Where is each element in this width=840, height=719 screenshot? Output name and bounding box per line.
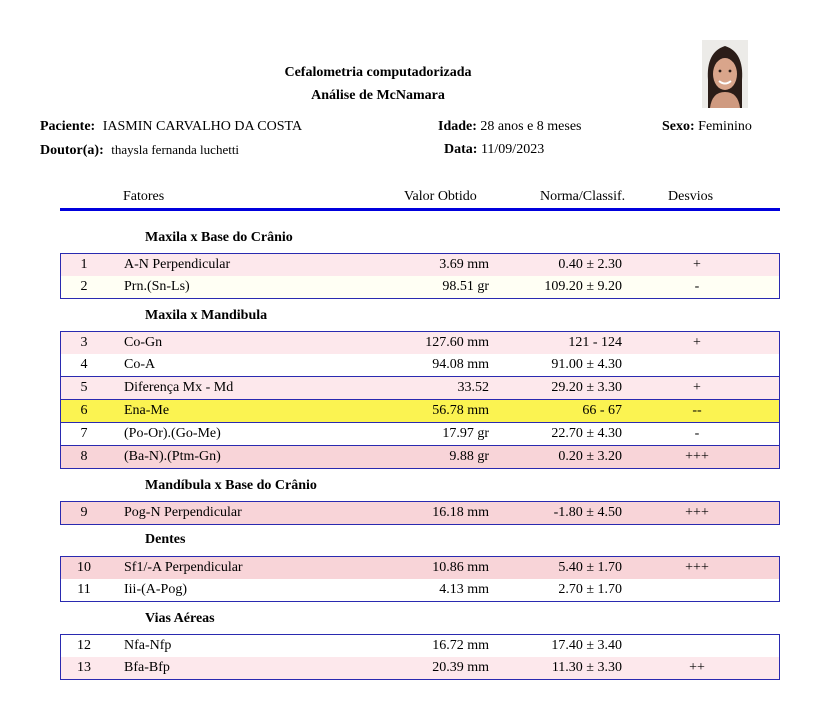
table-row — [60, 556, 780, 580]
col-valor-obtido: Valor Obtido — [404, 189, 477, 204]
row-factor: Diferença Mx - Md — [124, 380, 234, 395]
row-norm: 17.40 ± 3.40 — [551, 638, 622, 653]
row-deviation: +++ — [685, 560, 709, 575]
table-row — [60, 634, 780, 658]
section-heading: Mandíbula x Base do Crânio — [145, 478, 317, 493]
row-value: 10.86 mm — [432, 560, 489, 575]
row-number: 9 — [80, 505, 88, 520]
header-divider — [60, 208, 780, 211]
row-value: 56.78 mm — [432, 403, 489, 418]
patient-name: IASMIN CARVALHO DA COSTA — [102, 119, 303, 134]
row-norm: 5.40 ± 1.70 — [558, 560, 622, 575]
age-value: 28 anos e 8 meses — [480, 119, 582, 134]
row-norm: 109.20 ± 9.20 — [544, 279, 622, 294]
date-value: 11/09/2023 — [480, 142, 545, 157]
row-number: 12 — [77, 638, 91, 653]
row-factor: A-N Perpendicular — [124, 257, 231, 272]
row-factor: Pog-N Perpendicular — [124, 505, 242, 520]
row-number: 8 — [80, 449, 88, 464]
row-deviation: +++ — [685, 449, 709, 464]
patient-photo — [702, 40, 748, 108]
row-factor: Iii-(A-Pog) — [124, 582, 187, 597]
sex-value: Feminino — [698, 119, 752, 134]
table-row — [60, 377, 780, 400]
row-norm: -1.80 ± 4.50 — [553, 505, 622, 520]
table-row — [60, 423, 780, 446]
row-factor: (Ba-N).(Ptm-Gn) — [124, 449, 221, 464]
row-norm: 2.70 ± 1.70 — [558, 582, 622, 597]
row-norm: 91.00 ± 4.30 — [551, 357, 622, 372]
table-row — [60, 400, 780, 423]
row-value: 94.08 mm — [432, 357, 489, 372]
row-number: 3 — [80, 335, 88, 350]
row-number: 6 — [80, 403, 88, 418]
portrait-image — [702, 40, 748, 108]
row-factor: (Po-Or).(Go-Me) — [124, 426, 221, 441]
sex-label: Sexo: — [662, 119, 695, 134]
doctor-field — [40, 142, 239, 159]
row-deviation: -- — [692, 403, 702, 418]
row-norm: 11.30 ± 3.30 — [551, 660, 622, 675]
row-factor: Prn.(Sn-Ls) — [124, 279, 190, 294]
table-row — [60, 579, 780, 602]
row-norm: 66 - 67 — [582, 403, 622, 418]
row-deviation: + — [693, 335, 701, 350]
row-factor: Co-Gn — [124, 335, 163, 350]
doctor-name: thaysla fernanda luchetti — [111, 142, 240, 157]
doctor-label: Doutor(a): — [40, 143, 104, 158]
col-fatores: Fatores — [123, 189, 165, 204]
row-factor: Co-A — [124, 357, 156, 372]
table-row — [60, 331, 780, 355]
row-value: 33.52 — [457, 380, 489, 395]
table-row — [60, 501, 780, 525]
row-number: 11 — [77, 582, 91, 597]
row-norm: 121 - 124 — [568, 335, 622, 350]
row-number: 5 — [80, 380, 88, 395]
row-number: 10 — [77, 560, 91, 575]
row-value: 98.51 gr — [442, 279, 489, 294]
row-deviation: - — [694, 426, 700, 441]
row-value: 17.97 gr — [442, 426, 489, 441]
age-field — [438, 119, 582, 135]
date-field — [444, 142, 544, 158]
table-row — [60, 354, 780, 377]
row-value: 127.60 mm — [425, 335, 489, 350]
section-heading: Maxila x Base do Crânio — [145, 230, 293, 245]
row-number: 2 — [80, 279, 88, 294]
row-number: 13 — [77, 660, 91, 675]
row-value: 16.18 mm — [432, 505, 489, 520]
table-row — [60, 657, 780, 680]
row-factor: Nfa-Nfp — [124, 638, 172, 653]
row-factor: Bfa-Bfp — [124, 660, 170, 675]
row-value: 4.13 mm — [439, 582, 489, 597]
row-deviation: ++ — [689, 660, 705, 675]
section-heading: Dentes — [145, 532, 186, 547]
section-heading: Vias Aéreas — [145, 611, 215, 626]
age-label: Idade: — [438, 119, 477, 134]
row-factor: Ena-Me — [124, 403, 170, 418]
row-number: 7 — [80, 426, 88, 441]
row-value: 20.39 mm — [432, 660, 489, 675]
row-deviation: - — [694, 279, 700, 294]
analysis-title: Análise de McNamara — [311, 88, 445, 103]
report-title: Cefalometria computadorizada — [284, 65, 472, 80]
row-norm: 0.40 ± 2.30 — [558, 257, 622, 272]
section-heading: Maxila x Mandibula — [145, 308, 268, 323]
col-norma: Norma/Classif. — [540, 189, 626, 204]
sex-field — [662, 119, 752, 135]
row-deviation: + — [693, 257, 701, 272]
col-desvios: Desvios — [668, 189, 714, 204]
row-value: 3.69 mm — [439, 257, 489, 272]
row-number: 4 — [80, 357, 88, 372]
row-deviation: +++ — [685, 505, 709, 520]
row-deviation: + — [693, 380, 701, 395]
date-label: Data: — [444, 142, 478, 157]
row-value: 16.72 mm — [432, 638, 489, 653]
row-norm: 22.70 ± 4.30 — [551, 426, 622, 441]
row-value: 9.88 gr — [449, 449, 489, 464]
table-row — [60, 253, 780, 277]
table-row — [60, 446, 780, 469]
patient-name-field — [40, 119, 302, 135]
row-norm: 0.20 ± 3.20 — [558, 449, 622, 464]
row-factor: Sf1/-A Perpendicular — [124, 560, 243, 575]
patient-label: Paciente: — [40, 119, 96, 134]
row-number: 1 — [80, 257, 88, 272]
row-norm: 29.20 ± 3.30 — [551, 380, 622, 395]
table-row — [60, 276, 780, 299]
